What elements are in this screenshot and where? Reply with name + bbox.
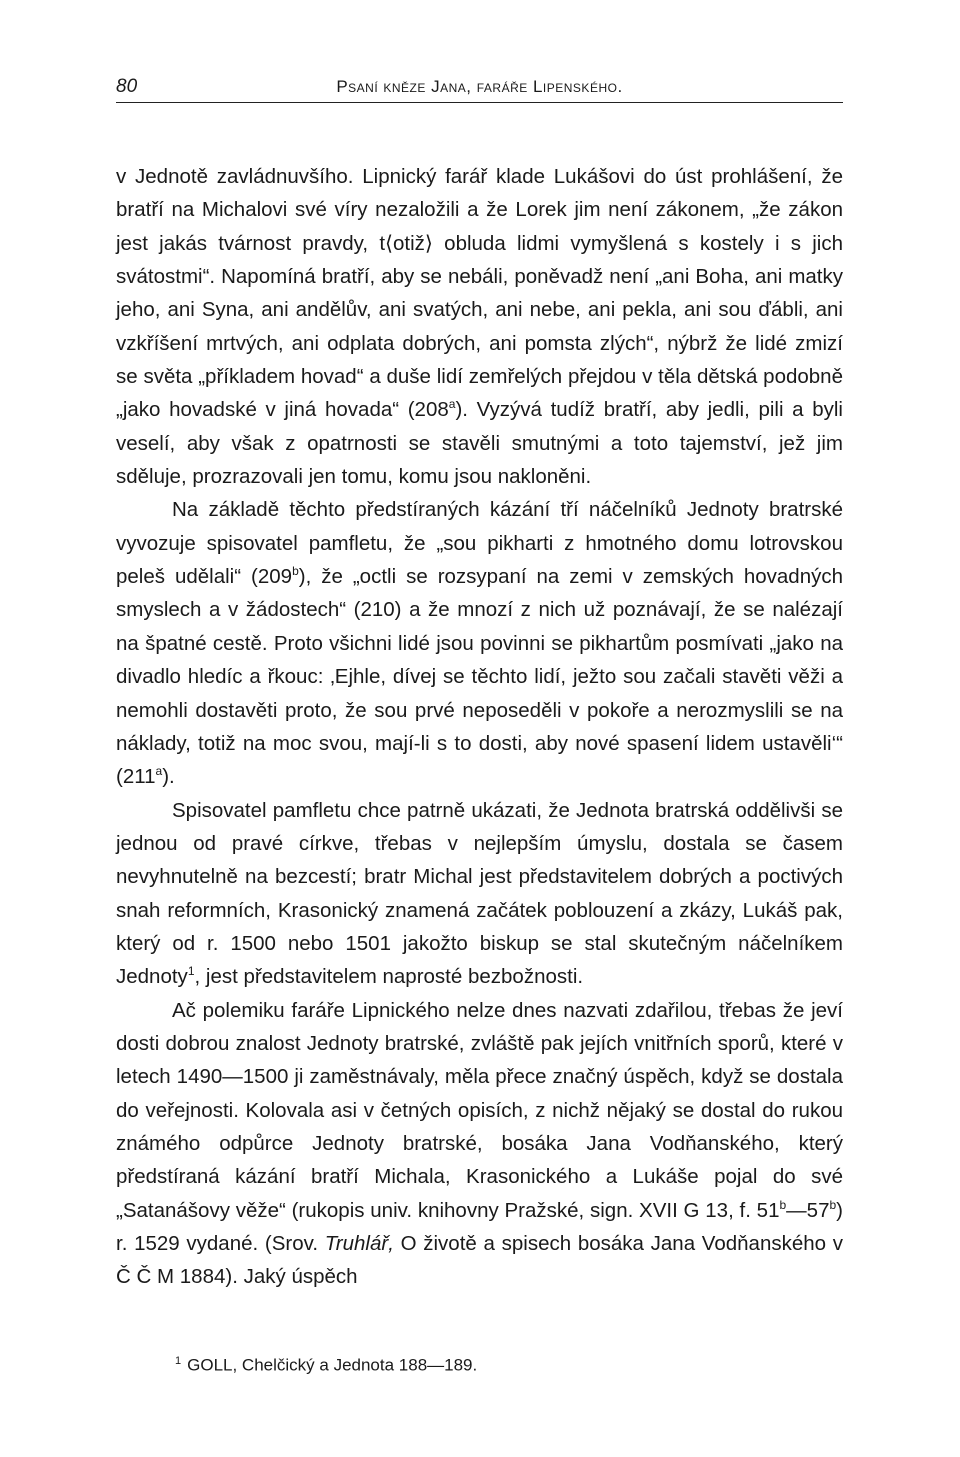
text-run: Spisovatel pamfletu chce patrně ukázati, že Jednota bratrská oddělivši se jednou od pravé církve, třebas v nejlepším úmyslu, dostala se časem nevyhnutelně na bezcestí; bratr Michal jest představitelem dobrých a poctivých snah reformních, Krasonický znamená začátek poblouzení a zkázy, Lukáš pak, který od r. 1500 nebo 1501 jakožto biskup se stal skutečným náčelníkem Jednoty xyxy=(116,798,843,989)
body-text xyxy=(116,160,843,1294)
text-run: ). xyxy=(162,765,175,789)
superscript-mark: b xyxy=(292,564,299,579)
superscript-mark: a xyxy=(448,397,456,412)
running-title: Psaní kněze Jana, faráře Lipenského. xyxy=(336,77,623,96)
text-run: ) r. 1529 vydané. (Srov. xyxy=(116,1198,843,1255)
text-run: ), že „octli se rozsypaní na zemi v zemských hovadných smyslech a v žádostech“ (210) a že mnozí z nich už poznávají, že se nalézají na špatné cestě. Proto všichni lidé jsou povinni se pikhartům posmívati „jako na divadlo hledíc a řkouc: ‚Ejhle, dívej se těchto lidí, ježto sou začali stavěti věži a nemohli dostavěti proto, že sou prvé neposeděli v pokoře a nerozmyslili se na náklady, totiž na moc svou, mají-li s to dosti, aby nové spasení lidem ustavěli‘“ (211 xyxy=(116,565,843,789)
footnote-mark: 1 xyxy=(175,1355,182,1367)
text-run: Ač polemiku faráře Lipnického nelze dnes nazvati zdařilou, třebas že jeví dosti dobrou znalost Jednoty bratrské, zvláště pak jejích vnitřních sporů, které v letech 1490—1500 ji zaměstnávaly, měla přece značný úspěch, když se dostala do veřejnosti. Kolovala asi v četných opisích, z nichž nějaký se dostal do rukou známého odpůrce Jednoty bratrské, bosáka Jana Vodňanského, který předstíraná kázání bratří Michala, Krasonického a Lukáše pojal do své „Satanášovy věže“ (rukopis univ. knihovny Pražské, sign. XVII G 13, f. 51 xyxy=(116,998,843,1222)
text-run: , jest představitelem naprosté bezbožnosti. xyxy=(194,965,584,989)
superscript-mark: a xyxy=(155,764,163,779)
footnote xyxy=(175,1349,477,1378)
text-run: —57 xyxy=(786,1198,830,1222)
paragraph xyxy=(116,794,843,994)
footnote-text: GOLL, Chelčický a Jednota 188—189. xyxy=(187,1355,478,1375)
superscript-mark: 1 xyxy=(187,964,195,979)
text-run: O životě a spisech bosáka Jana Vodňanského v Č Č M 1884). Jaký úspěch xyxy=(116,1232,844,1289)
emphasis-text: Truhlář, xyxy=(324,1232,394,1255)
running-head xyxy=(116,76,843,103)
text-run: ). Vyzývá tudíž bratří, aby jedli, pili a byli veselí, aby však z opatrnosti se stavěli smutnými a toto tajemství, jež jim sděluje, prozrazovali jen tomu, komu jsou nakloněni. xyxy=(116,398,843,489)
superscript-mark: b xyxy=(829,1197,837,1212)
text-run: v Jednotě zavládnuvšího. Lipnický farář klade Lukášovi do úst prohlášení, že bratří na Michalovi své víry nezaložili a že Lorek jim není zákonem, „že zákon jest jakás tvárnost pravdy, t⟨otiž⟩ obluda lidmi vymyšlená s kostely i s jich svátostmi“. Napomíná bratří, aby se nebáli, poněvadž není „ani Boha, ani matky jeho, ani Syna, ani andělův, ani svatých, ani nebe, ani pekla, ani sou ďábli, ani vzkříšení mrtvých, ani odplata dobrých, ani pomsta zlých“, nýbrž že lidé zmizí se světa „příkladem hovad“ a duše lidí zemřelých přejdou v těla dětská podobně „jako hovadské v jiná hovada“ (208 xyxy=(116,165,843,422)
superscript-mark: b xyxy=(779,1197,787,1212)
text-run: Na základě těchto předstíraných kázání tří náčelníků Jednoty bratrské vyvozuje spisovatel pamfletu, že „sou pikharti z hmotného domu lotrovskou peleš udělali“ (209 xyxy=(116,498,843,589)
paragraph xyxy=(116,160,843,493)
paragraph xyxy=(116,493,843,793)
page-number: 80 xyxy=(116,76,138,97)
paragraph xyxy=(116,994,843,1294)
